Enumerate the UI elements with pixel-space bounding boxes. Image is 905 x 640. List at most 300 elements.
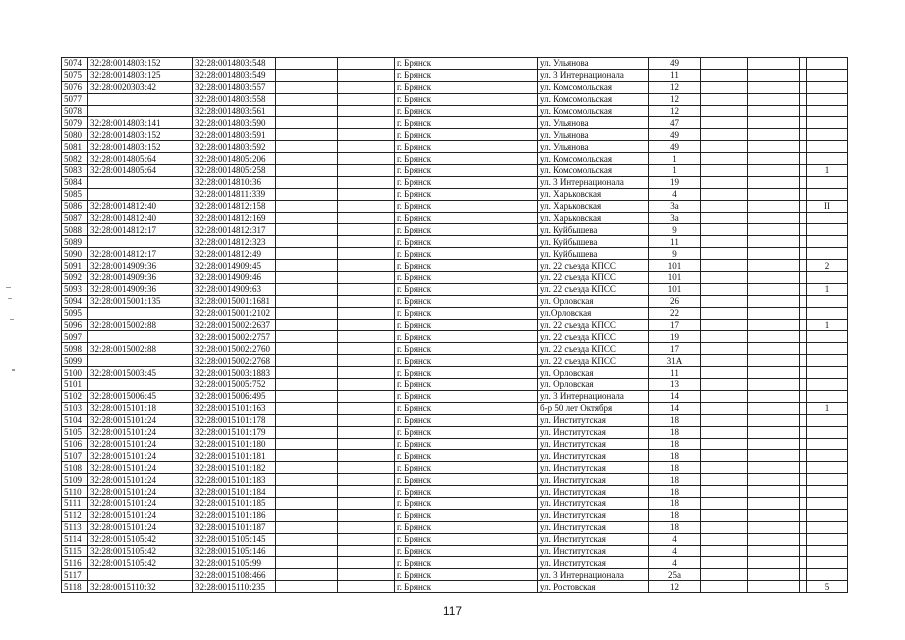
parent-cadastral-cell: 32:28:0014812:40 xyxy=(88,200,193,212)
house-number-cell: 11 xyxy=(649,69,701,81)
city-cell: г. Брянск xyxy=(395,81,538,93)
house-number-cell: 47 xyxy=(649,117,701,129)
street-cell: ул. Ульянова xyxy=(538,141,649,153)
table-row xyxy=(62,521,848,533)
street-cell: ул. Институтская xyxy=(538,450,649,462)
cadastral-number-cell: 32:28:0014805:258 xyxy=(193,165,276,177)
row-number-cell: 5095 xyxy=(62,307,88,319)
empty-cell xyxy=(701,93,748,105)
city-cell: г. Брянск xyxy=(395,319,538,331)
street-cell: ул. 22 съезда КПСС xyxy=(538,283,649,295)
house-number-cell: 12 xyxy=(649,581,701,593)
parent-cadastral-cell: 32:28:0014803:152 xyxy=(88,58,193,70)
extra-cell xyxy=(807,438,848,450)
empty-cell xyxy=(338,343,395,355)
row-number-cell: 5090 xyxy=(62,248,88,260)
empty-cell xyxy=(748,450,800,462)
house-number-cell: 12 xyxy=(649,93,701,105)
empty-cell xyxy=(276,438,338,450)
table-row xyxy=(62,69,848,81)
empty-cell xyxy=(701,414,748,426)
empty-cell xyxy=(338,153,395,165)
cadastral-number-cell: 32:28:0015002:2768 xyxy=(193,355,276,367)
empty-cell xyxy=(338,414,395,426)
table-row xyxy=(62,129,848,141)
parent-cadastral-cell: 32:28:0015101:24 xyxy=(88,521,193,533)
house-number-cell: 18 xyxy=(649,474,701,486)
row-number-cell: 5083 xyxy=(62,165,88,177)
city-cell: г. Брянск xyxy=(395,545,538,557)
empty-cell xyxy=(748,414,800,426)
city-cell: г. Брянск xyxy=(395,414,538,426)
empty-cell xyxy=(276,307,338,319)
table-row xyxy=(62,283,848,295)
table-row xyxy=(62,141,848,153)
empty-cell xyxy=(748,319,800,331)
empty-cell xyxy=(276,521,338,533)
row-number-cell: 5094 xyxy=(62,295,88,307)
empty-cell xyxy=(800,81,807,93)
house-number-cell: 26 xyxy=(649,295,701,307)
cadastral-number-cell: 32:28:0015101:185 xyxy=(193,497,276,509)
empty-cell xyxy=(800,105,807,117)
empty-cell xyxy=(701,569,748,581)
street-cell: ул. 22 съезда КПСС xyxy=(538,331,649,343)
parent-cadastral-cell: 32:28:0015002:88 xyxy=(88,319,193,331)
table-row xyxy=(62,260,848,272)
parent-cadastral-cell xyxy=(88,569,193,581)
empty-cell xyxy=(748,343,800,355)
extra-cell xyxy=(807,224,848,236)
table-row xyxy=(62,248,848,260)
row-number-cell: 5112 xyxy=(62,509,88,521)
empty-cell xyxy=(701,236,748,248)
street-cell: ул. Институтская xyxy=(538,426,649,438)
empty-cell xyxy=(338,307,395,319)
empty-cell xyxy=(800,426,807,438)
table-row xyxy=(62,165,848,177)
empty-cell xyxy=(338,93,395,105)
house-number-cell: 31А xyxy=(649,355,701,367)
house-number-cell: 18 xyxy=(649,486,701,498)
house-number-cell: 101 xyxy=(649,260,701,272)
house-number-cell: 12 xyxy=(649,81,701,93)
street-cell: ул. Комсомольская xyxy=(538,105,649,117)
parent-cadastral-cell: 32:28:0014812:40 xyxy=(88,212,193,224)
empty-cell xyxy=(748,93,800,105)
house-number-cell: 1 xyxy=(649,165,701,177)
extra-cell xyxy=(807,93,848,105)
empty-cell xyxy=(748,105,800,117)
empty-cell xyxy=(276,509,338,521)
empty-cell xyxy=(800,569,807,581)
parent-cadastral-cell: 32:28:0015001:135 xyxy=(88,295,193,307)
parent-cadastral-cell: 32:28:0015006:45 xyxy=(88,390,193,402)
cadastral-number-cell: 32:28:0014909:63 xyxy=(193,283,276,295)
street-cell: ул. 22 съезда КПСС xyxy=(538,272,649,284)
empty-cell xyxy=(338,319,395,331)
empty-cell xyxy=(276,236,338,248)
parent-cadastral-cell: 32:28:0015101:24 xyxy=(88,450,193,462)
row-number-cell: 5079 xyxy=(62,117,88,129)
empty-cell xyxy=(748,129,800,141)
cadastral-number-cell: 32:28:0014812:323 xyxy=(193,236,276,248)
parent-cadastral-cell: 32:28:0014812:17 xyxy=(88,224,193,236)
parent-cadastral-cell xyxy=(88,307,193,319)
empty-cell xyxy=(748,497,800,509)
empty-cell xyxy=(276,450,338,462)
cadastral-number-cell: 32:28:0014803:561 xyxy=(193,105,276,117)
empty-cell xyxy=(338,379,395,391)
house-number-cell: 101 xyxy=(649,283,701,295)
empty-cell xyxy=(276,153,338,165)
empty-cell xyxy=(748,141,800,153)
city-cell: г. Брянск xyxy=(395,343,538,355)
empty-cell xyxy=(748,212,800,224)
table-row xyxy=(62,414,848,426)
parent-cadastral-cell xyxy=(88,188,193,200)
extra-cell xyxy=(807,450,848,462)
empty-cell xyxy=(276,426,338,438)
empty-cell xyxy=(800,188,807,200)
extra-cell xyxy=(807,236,848,248)
empty-cell xyxy=(701,438,748,450)
empty-cell xyxy=(748,248,800,260)
empty-cell xyxy=(800,581,807,593)
empty-cell xyxy=(276,188,338,200)
extra-cell: 1 xyxy=(807,165,848,177)
row-number-cell: 5103 xyxy=(62,402,88,414)
empty-cell xyxy=(338,581,395,593)
empty-cell xyxy=(701,545,748,557)
cadastral-number-cell: 32:28:0014805:206 xyxy=(193,153,276,165)
cadastral-number-cell: 32:28:0015101:181 xyxy=(193,450,276,462)
empty-cell xyxy=(276,355,338,367)
extra-cell xyxy=(807,521,848,533)
empty-cell xyxy=(800,521,807,533)
empty-cell xyxy=(800,509,807,521)
table-row xyxy=(62,188,848,200)
parent-cadastral-cell: 32:28:0014803:125 xyxy=(88,69,193,81)
street-cell: ул. Институтская xyxy=(538,462,649,474)
empty-cell xyxy=(800,153,807,165)
cadastral-number-cell: 32:28:0015101:163 xyxy=(193,402,276,414)
parent-cadastral-cell: 32:28:0015105:42 xyxy=(88,533,193,545)
empty-cell xyxy=(800,343,807,355)
empty-cell xyxy=(276,129,338,141)
parent-cadastral-cell: 32:28:0014803:152 xyxy=(88,129,193,141)
row-number-cell: 5111 xyxy=(62,497,88,509)
empty-cell xyxy=(338,283,395,295)
extra-cell xyxy=(807,486,848,498)
row-number-cell: 5077 xyxy=(62,93,88,105)
extra-cell xyxy=(807,81,848,93)
parent-cadastral-cell: 32:28:0015101:24 xyxy=(88,486,193,498)
row-number-cell: 5116 xyxy=(62,557,88,569)
empty-cell xyxy=(748,545,800,557)
empty-cell xyxy=(276,295,338,307)
empty-cell xyxy=(338,521,395,533)
city-cell: г. Брянск xyxy=(395,69,538,81)
empty-cell xyxy=(701,58,748,70)
empty-cell xyxy=(338,248,395,260)
street-cell: ул. Комсомольская xyxy=(538,165,649,177)
empty-cell xyxy=(338,272,395,284)
empty-cell xyxy=(748,295,800,307)
city-cell: г. Брянск xyxy=(395,272,538,284)
empty-cell xyxy=(748,438,800,450)
house-number-cell: 18 xyxy=(649,414,701,426)
empty-cell xyxy=(701,295,748,307)
row-number-cell: 5075 xyxy=(62,69,88,81)
extra-cell xyxy=(807,343,848,355)
empty-cell xyxy=(748,307,800,319)
table-row xyxy=(62,153,848,165)
city-cell: г. Брянск xyxy=(395,165,538,177)
table-row xyxy=(62,438,848,450)
row-number-cell: 5115 xyxy=(62,545,88,557)
empty-cell xyxy=(748,557,800,569)
empty-cell xyxy=(276,414,338,426)
table-row xyxy=(62,355,848,367)
city-cell: г. Брянск xyxy=(395,557,538,569)
table-row xyxy=(62,533,848,545)
table-row xyxy=(62,426,848,438)
cadastral-number-cell: 32:28:0015002:2760 xyxy=(193,343,276,355)
empty-cell xyxy=(276,319,338,331)
parent-cadastral-cell: 32:28:0014803:152 xyxy=(88,141,193,153)
city-cell: г. Брянск xyxy=(395,331,538,343)
house-number-cell: 17 xyxy=(649,319,701,331)
table-row xyxy=(62,557,848,569)
street-cell: ул. Ульянова xyxy=(538,117,649,129)
empty-cell xyxy=(800,450,807,462)
empty-cell xyxy=(748,521,800,533)
parent-cadastral-cell: 32:28:0015003:45 xyxy=(88,367,193,379)
empty-cell xyxy=(748,224,800,236)
house-number-cell: 18 xyxy=(649,497,701,509)
row-number-cell: 5084 xyxy=(62,176,88,188)
empty-cell xyxy=(701,390,748,402)
row-number-cell: 5098 xyxy=(62,343,88,355)
house-number-cell: 101 xyxy=(649,272,701,284)
table-row xyxy=(62,331,848,343)
table-row xyxy=(62,176,848,188)
empty-cell xyxy=(276,212,338,224)
empty-cell xyxy=(800,402,807,414)
parent-cadastral-cell: 32:28:0015101:24 xyxy=(88,474,193,486)
house-number-cell: 4 xyxy=(649,533,701,545)
empty-cell xyxy=(276,581,338,593)
empty-cell xyxy=(748,69,800,81)
extra-cell xyxy=(807,307,848,319)
row-number-cell: 5109 xyxy=(62,474,88,486)
house-number-cell: 18 xyxy=(649,426,701,438)
city-cell: г. Брянск xyxy=(395,188,538,200)
city-cell: г. Брянск xyxy=(395,200,538,212)
empty-cell xyxy=(800,545,807,557)
cadastral-number-cell: 32:28:0014803:591 xyxy=(193,129,276,141)
cadastral-number-cell: 32:28:0015101:183 xyxy=(193,474,276,486)
scan-artifact xyxy=(12,369,15,371)
cadastral-number-cell: 32:28:0015101:186 xyxy=(193,509,276,521)
parent-cadastral-cell: 32:28:0020303:42 xyxy=(88,81,193,93)
extra-cell xyxy=(807,509,848,521)
street-cell: ул. Институтская xyxy=(538,557,649,569)
row-number-cell: 5101 xyxy=(62,379,88,391)
city-cell: г. Брянск xyxy=(395,438,538,450)
empty-cell xyxy=(748,355,800,367)
cadastral-number-cell: 32:28:0015105:99 xyxy=(193,557,276,569)
empty-cell xyxy=(338,462,395,474)
empty-cell xyxy=(800,462,807,474)
extra-cell xyxy=(807,176,848,188)
city-cell: г. Брянск xyxy=(395,93,538,105)
empty-cell xyxy=(276,331,338,343)
extra-cell xyxy=(807,153,848,165)
street-cell: ул. Харьковская xyxy=(538,188,649,200)
empty-cell xyxy=(748,165,800,177)
street-cell: ул. 3 Интернационала xyxy=(538,176,649,188)
empty-cell xyxy=(338,355,395,367)
empty-cell xyxy=(701,331,748,343)
extra-cell: 1 xyxy=(807,402,848,414)
street-cell: ул. Институтская xyxy=(538,497,649,509)
empty-cell xyxy=(276,283,338,295)
empty-cell xyxy=(701,486,748,498)
cadastral-number-cell: 32:28:0015005:752 xyxy=(193,379,276,391)
table-row xyxy=(62,545,848,557)
street-cell: ул. Орловская xyxy=(538,379,649,391)
table-row xyxy=(62,236,848,248)
city-cell: г. Брянск xyxy=(395,260,538,272)
extra-cell xyxy=(807,355,848,367)
empty-cell xyxy=(701,557,748,569)
extra-cell xyxy=(807,117,848,129)
table-row xyxy=(62,224,848,236)
scan-artifact xyxy=(10,319,14,320)
city-cell: г. Брянск xyxy=(395,486,538,498)
empty-cell xyxy=(701,188,748,200)
empty-cell xyxy=(748,367,800,379)
row-number-cell: 5100 xyxy=(62,367,88,379)
city-cell: г. Брянск xyxy=(395,141,538,153)
row-number-cell: 5114 xyxy=(62,533,88,545)
empty-cell xyxy=(338,569,395,581)
row-number-cell: 5081 xyxy=(62,141,88,153)
parent-cadastral-cell xyxy=(88,379,193,391)
row-number-cell: 5108 xyxy=(62,462,88,474)
house-number-cell: 49 xyxy=(649,141,701,153)
extra-cell xyxy=(807,462,848,474)
table-row xyxy=(62,343,848,355)
table-row xyxy=(62,497,848,509)
cadastral-number-cell: 32:28:0015101:187 xyxy=(193,521,276,533)
empty-cell xyxy=(748,462,800,474)
parent-cadastral-cell xyxy=(88,93,193,105)
cadastral-number-cell: 32:28:0014812:49 xyxy=(193,248,276,260)
city-cell: г. Брянск xyxy=(395,307,538,319)
empty-cell xyxy=(701,283,748,295)
empty-cell xyxy=(338,165,395,177)
empty-cell xyxy=(338,141,395,153)
empty-cell xyxy=(701,129,748,141)
cadastral-number-cell: 32:28:0014803:549 xyxy=(193,69,276,81)
empty-cell xyxy=(800,165,807,177)
street-cell: ул. Институтская xyxy=(538,414,649,426)
empty-cell xyxy=(338,390,395,402)
row-number-cell: 5118 xyxy=(62,581,88,593)
empty-cell xyxy=(800,176,807,188)
empty-cell xyxy=(800,438,807,450)
empty-cell xyxy=(701,319,748,331)
empty-cell xyxy=(276,93,338,105)
empty-cell xyxy=(701,248,748,260)
city-cell: г. Брянск xyxy=(395,402,538,414)
table-row xyxy=(62,105,848,117)
empty-cell xyxy=(800,260,807,272)
empty-cell xyxy=(338,557,395,569)
row-number-cell: 5093 xyxy=(62,283,88,295)
cadastral-number-cell: 32:28:0015101:180 xyxy=(193,438,276,450)
empty-cell xyxy=(748,426,800,438)
table-row xyxy=(62,581,848,593)
cadastral-number-cell: 32:28:0015101:184 xyxy=(193,486,276,498)
row-number-cell: 5092 xyxy=(62,272,88,284)
parent-cadastral-cell xyxy=(88,105,193,117)
cadastral-number-cell: 32:28:0014909:46 xyxy=(193,272,276,284)
street-cell: ул. Комсомольская xyxy=(538,81,649,93)
parent-cadastral-cell: 32:28:0015105:42 xyxy=(88,557,193,569)
parent-cadastral-cell: 32:28:0015101:24 xyxy=(88,509,193,521)
row-number-cell: 5107 xyxy=(62,450,88,462)
empty-cell xyxy=(748,486,800,498)
empty-cell xyxy=(800,200,807,212)
table-row xyxy=(62,390,848,402)
cadastral-number-cell: 32:28:0014803:592 xyxy=(193,141,276,153)
empty-cell xyxy=(338,533,395,545)
cadastral-number-cell: 32:28:0015002:2757 xyxy=(193,331,276,343)
empty-cell xyxy=(276,81,338,93)
empty-cell xyxy=(338,224,395,236)
empty-cell xyxy=(800,212,807,224)
registry-table xyxy=(61,57,848,593)
empty-cell xyxy=(338,474,395,486)
table-row xyxy=(62,379,848,391)
empty-cell xyxy=(701,81,748,93)
table-row xyxy=(62,93,848,105)
empty-cell xyxy=(800,224,807,236)
city-cell: г. Брянск xyxy=(395,450,538,462)
street-cell: б-р 50 лет Октября xyxy=(538,402,649,414)
empty-cell xyxy=(800,141,807,153)
scan-artifact xyxy=(8,298,12,299)
empty-cell xyxy=(800,379,807,391)
extra-cell xyxy=(807,248,848,260)
cadastral-number-cell: 32:28:0015105:146 xyxy=(193,545,276,557)
street-cell: ул. Ульянова xyxy=(538,58,649,70)
street-cell: ул. Институтская xyxy=(538,521,649,533)
parent-cadastral-cell: 32:28:0015105:42 xyxy=(88,545,193,557)
extra-cell xyxy=(807,212,848,224)
street-cell: ул. Институтская xyxy=(538,486,649,498)
cadastral-number-cell: 32:28:0014810:36 xyxy=(193,176,276,188)
empty-cell xyxy=(338,295,395,307)
empty-cell xyxy=(800,58,807,70)
table-row xyxy=(62,200,848,212)
extra-cell xyxy=(807,533,848,545)
empty-cell xyxy=(701,272,748,284)
